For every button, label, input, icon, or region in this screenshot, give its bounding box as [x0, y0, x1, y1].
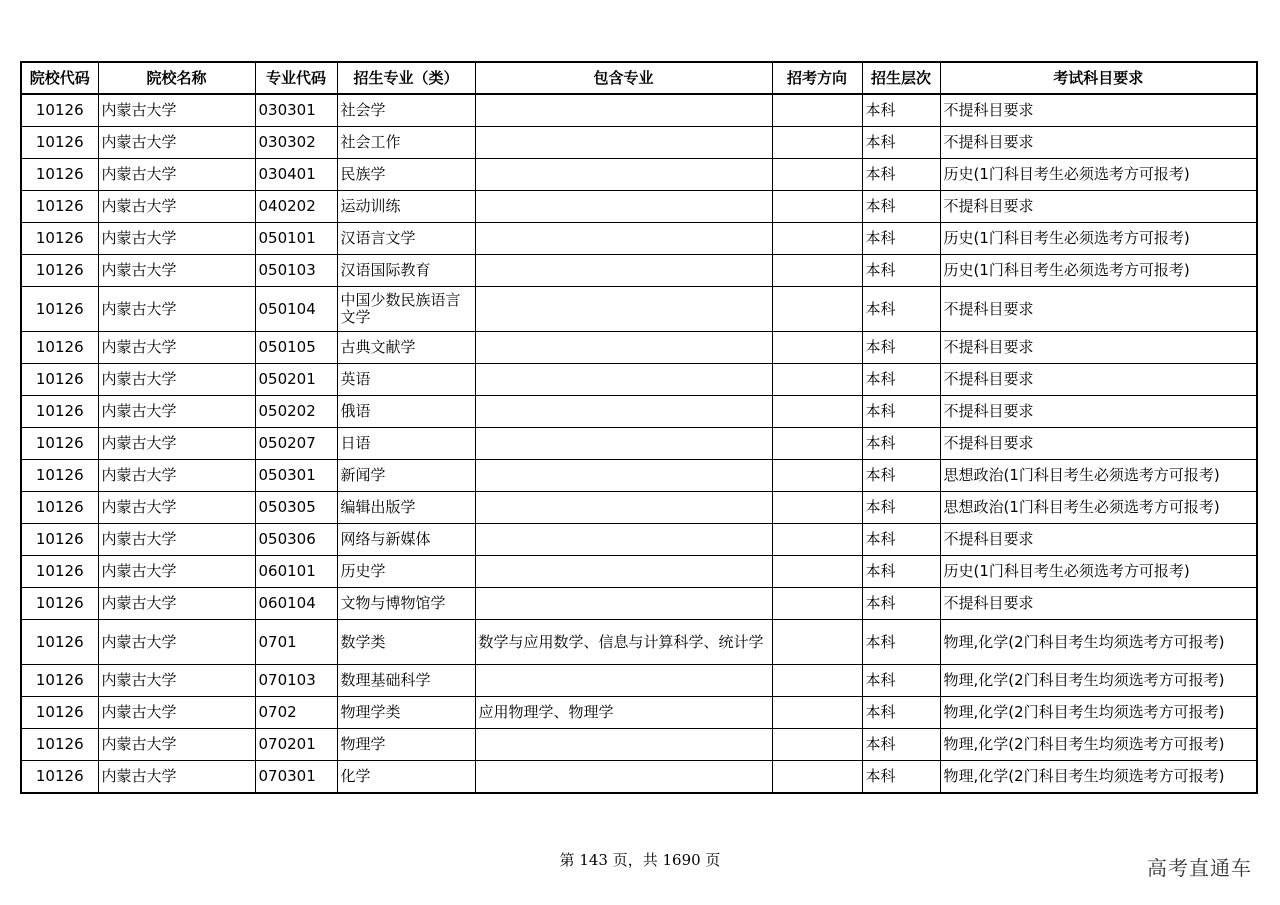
cell-major: 英语 — [337, 364, 475, 396]
cell-major: 编辑出版学 — [337, 492, 475, 524]
cell-school-name: 内蒙古大学 — [98, 492, 255, 524]
cell-major: 网络与新媒体 — [337, 524, 475, 556]
admission-table — [20, 61, 1258, 794]
cell-major-code: 070103 — [255, 665, 337, 697]
cell-level: 本科 — [862, 588, 940, 620]
cell-requirement: 物理,化学(2门科目考生均须选考方可报考) — [940, 665, 1257, 697]
header-major-code: 专业代码 — [255, 62, 337, 94]
cell-requirement: 物理,化学(2门科目考生均须选考方可报考) — [940, 697, 1257, 729]
table-row — [21, 159, 1257, 191]
table-row — [21, 287, 1257, 332]
cell-major-code: 0701 — [255, 620, 337, 665]
cell-level: 本科 — [862, 492, 940, 524]
cell-level: 本科 — [862, 697, 940, 729]
cell-direction — [772, 697, 862, 729]
cell-school-code: 10126 — [21, 665, 98, 697]
cell-level: 本科 — [862, 223, 940, 255]
cell-major: 数理基础科学 — [337, 665, 475, 697]
table-header-row — [21, 62, 1257, 94]
cell-major-code: 050101 — [255, 223, 337, 255]
cell-school-code: 10126 — [21, 588, 98, 620]
cell-school-code: 10126 — [21, 620, 98, 665]
cell-school-code: 10126 — [21, 364, 98, 396]
cell-direction — [772, 332, 862, 364]
cell-direction — [772, 665, 862, 697]
cell-level: 本科 — [862, 396, 940, 428]
cell-direction — [772, 729, 862, 761]
cell-level: 本科 — [862, 94, 940, 127]
cell-requirement: 物理,化学(2门科目考生均须选考方可报考) — [940, 761, 1257, 794]
cell-major-code: 050201 — [255, 364, 337, 396]
cell-direction — [772, 223, 862, 255]
cell-school-code: 10126 — [21, 460, 98, 492]
cell-major: 民族学 — [337, 159, 475, 191]
cell-includes: 应用物理学、物理学 — [475, 697, 772, 729]
table-row — [21, 588, 1257, 620]
cell-level: 本科 — [862, 556, 940, 588]
cell-major-code: 060104 — [255, 588, 337, 620]
cell-school-name: 内蒙古大学 — [98, 524, 255, 556]
cell-includes — [475, 665, 772, 697]
cell-major-code: 030401 — [255, 159, 337, 191]
cell-school-name: 内蒙古大学 — [98, 191, 255, 223]
cell-school-name: 内蒙古大学 — [98, 255, 255, 287]
cell-level: 本科 — [862, 332, 940, 364]
cell-school-code: 10126 — [21, 191, 98, 223]
cell-major: 社会学 — [337, 94, 475, 127]
cell-level: 本科 — [862, 761, 940, 794]
cell-school-name: 内蒙古大学 — [98, 620, 255, 665]
cell-school-name: 内蒙古大学 — [98, 428, 255, 460]
table-row — [21, 364, 1257, 396]
header-major: 招生专业（类） — [337, 62, 475, 94]
cell-school-code: 10126 — [21, 524, 98, 556]
table-row — [21, 460, 1257, 492]
cell-requirement: 物理,化学(2门科目考生均须选考方可报考) — [940, 729, 1257, 761]
cell-school-code: 10126 — [21, 729, 98, 761]
cell-direction — [772, 287, 862, 332]
table-row — [21, 665, 1257, 697]
cell-includes — [475, 332, 772, 364]
cell-major: 物理学 — [337, 729, 475, 761]
cell-major-code: 070301 — [255, 761, 337, 794]
cell-major-code: 0702 — [255, 697, 337, 729]
cell-major-code: 050306 — [255, 524, 337, 556]
cell-major: 新闻学 — [337, 460, 475, 492]
cell-direction — [772, 524, 862, 556]
cell-school-name: 内蒙古大学 — [98, 761, 255, 794]
cell-level: 本科 — [862, 364, 940, 396]
cell-includes — [475, 492, 772, 524]
cell-requirement: 不提科目要求 — [940, 332, 1257, 364]
table-row — [21, 524, 1257, 556]
cell-requirement: 不提科目要求 — [940, 127, 1257, 159]
cell-level: 本科 — [862, 159, 940, 191]
cell-requirement: 不提科目要求 — [940, 428, 1257, 460]
cell-school-name: 内蒙古大学 — [98, 556, 255, 588]
cell-direction — [772, 159, 862, 191]
cell-requirement: 历史(1门科目考生必须选考方可报考) — [940, 556, 1257, 588]
cell-direction — [772, 396, 862, 428]
table-row — [21, 332, 1257, 364]
table-row — [21, 396, 1257, 428]
cell-major-code: 070201 — [255, 729, 337, 761]
cell-school-name: 内蒙古大学 — [98, 729, 255, 761]
cell-major-code: 030302 — [255, 127, 337, 159]
cell-direction — [772, 761, 862, 794]
cell-includes: 数学与应用数学、信息与计算科学、统计学 — [475, 620, 772, 665]
cell-requirement: 思想政治(1门科目考生必须选考方可报考) — [940, 492, 1257, 524]
cell-major: 汉语言文学 — [337, 223, 475, 255]
cell-major: 中国少数民族语言文学 — [337, 287, 475, 332]
cell-level: 本科 — [862, 524, 940, 556]
cell-level: 本科 — [862, 460, 940, 492]
cell-major-code: 050301 — [255, 460, 337, 492]
cell-includes — [475, 428, 772, 460]
cell-requirement: 不提科目要求 — [940, 524, 1257, 556]
cell-major-code: 050103 — [255, 255, 337, 287]
cell-requirement: 思想政治(1门科目考生必须选考方可报考) — [940, 460, 1257, 492]
cell-level: 本科 — [862, 191, 940, 223]
cell-school-code: 10126 — [21, 492, 98, 524]
cell-direction — [772, 556, 862, 588]
cell-major-code: 050305 — [255, 492, 337, 524]
cell-direction — [772, 492, 862, 524]
cell-major: 运动训练 — [337, 191, 475, 223]
cell-requirement: 不提科目要求 — [940, 287, 1257, 332]
cell-major-code: 050207 — [255, 428, 337, 460]
cell-direction — [772, 428, 862, 460]
header-requirement: 考试科目要求 — [940, 62, 1257, 94]
cell-direction — [772, 588, 862, 620]
cell-major: 俄语 — [337, 396, 475, 428]
table-body — [21, 94, 1257, 793]
cell-major: 数学类 — [337, 620, 475, 665]
cell-direction — [772, 255, 862, 287]
cell-level: 本科 — [862, 665, 940, 697]
table-row — [21, 556, 1257, 588]
table-row — [21, 255, 1257, 287]
cell-level: 本科 — [862, 127, 940, 159]
cell-school-name: 内蒙古大学 — [98, 665, 255, 697]
cell-includes — [475, 191, 772, 223]
cell-includes — [475, 556, 772, 588]
cell-school-name: 内蒙古大学 — [98, 127, 255, 159]
cell-school-name: 内蒙古大学 — [98, 223, 255, 255]
cell-school-code: 10126 — [21, 94, 98, 127]
cell-direction — [772, 460, 862, 492]
cell-major-code: 060101 — [255, 556, 337, 588]
cell-major-code: 050105 — [255, 332, 337, 364]
cell-requirement: 不提科目要求 — [940, 396, 1257, 428]
cell-level: 本科 — [862, 729, 940, 761]
cell-includes — [475, 588, 772, 620]
cell-school-name: 内蒙古大学 — [98, 332, 255, 364]
cell-school-name: 内蒙古大学 — [98, 396, 255, 428]
table-row — [21, 729, 1257, 761]
cell-major: 化学 — [337, 761, 475, 794]
cell-level: 本科 — [862, 287, 940, 332]
table-row — [21, 492, 1257, 524]
cell-direction — [772, 94, 862, 127]
cell-school-code: 10126 — [21, 428, 98, 460]
cell-includes — [475, 364, 772, 396]
cell-includes — [475, 761, 772, 794]
cell-major: 古典文献学 — [337, 332, 475, 364]
cell-requirement: 历史(1门科目考生必须选考方可报考) — [940, 223, 1257, 255]
cell-requirement: 不提科目要求 — [940, 191, 1257, 223]
cell-major: 汉语国际教育 — [337, 255, 475, 287]
cell-major-code: 050202 — [255, 396, 337, 428]
cell-major: 历史学 — [337, 556, 475, 588]
cell-requirement: 历史(1门科目考生必须选考方可报考) — [940, 159, 1257, 191]
cell-school-name: 内蒙古大学 — [98, 287, 255, 332]
table-row — [21, 127, 1257, 159]
cell-school-code: 10126 — [21, 396, 98, 428]
cell-level: 本科 — [862, 620, 940, 665]
cell-school-code: 10126 — [21, 697, 98, 729]
cell-includes — [475, 287, 772, 332]
cell-school-name: 内蒙古大学 — [98, 460, 255, 492]
cell-includes — [475, 127, 772, 159]
table-row — [21, 620, 1257, 665]
page-footer: 第 143 页，共 1690 页 — [559, 851, 721, 869]
header-school-name: 院校名称 — [98, 62, 255, 94]
cell-direction — [772, 191, 862, 223]
header-level: 招生层次 — [862, 62, 940, 94]
cell-school-code: 10126 — [21, 223, 98, 255]
cell-major: 物理学类 — [337, 697, 475, 729]
cell-school-code: 10126 — [21, 127, 98, 159]
cell-requirement: 不提科目要求 — [940, 588, 1257, 620]
watermark-text: 高考直通车 — [1147, 856, 1252, 880]
cell-includes — [475, 255, 772, 287]
header-includes: 包含专业 — [475, 62, 772, 94]
cell-level: 本科 — [862, 255, 940, 287]
cell-level: 本科 — [862, 428, 940, 460]
cell-school-name: 内蒙古大学 — [98, 94, 255, 127]
cell-major-code: 050104 — [255, 287, 337, 332]
cell-requirement: 不提科目要求 — [940, 364, 1257, 396]
cell-includes — [475, 460, 772, 492]
cell-school-name: 内蒙古大学 — [98, 588, 255, 620]
cell-school-name: 内蒙古大学 — [98, 697, 255, 729]
table-row — [21, 697, 1257, 729]
cell-requirement: 物理,化学(2门科目考生均须选考方可报考) — [940, 620, 1257, 665]
cell-school-name: 内蒙古大学 — [98, 364, 255, 396]
table-row — [21, 428, 1257, 460]
cell-includes — [475, 159, 772, 191]
cell-includes — [475, 524, 772, 556]
table-row — [21, 223, 1257, 255]
cell-school-code: 10126 — [21, 556, 98, 588]
cell-school-code: 10126 — [21, 332, 98, 364]
table-row — [21, 94, 1257, 127]
table-row — [21, 761, 1257, 794]
cell-school-code: 10126 — [21, 287, 98, 332]
cell-school-code: 10126 — [21, 255, 98, 287]
header-school-code: 院校代码 — [21, 62, 98, 94]
cell-includes — [475, 223, 772, 255]
table-row — [21, 191, 1257, 223]
cell-includes — [475, 396, 772, 428]
cell-school-code: 10126 — [21, 159, 98, 191]
header-direction: 招考方向 — [772, 62, 862, 94]
cell-major: 日语 — [337, 428, 475, 460]
cell-major-code: 030301 — [255, 94, 337, 127]
cell-requirement: 历史(1门科目考生必须选考方可报考) — [940, 255, 1257, 287]
cell-school-code: 10126 — [21, 761, 98, 794]
cell-major: 文物与博物馆学 — [337, 588, 475, 620]
cell-includes — [475, 729, 772, 761]
cell-major-code: 040202 — [255, 191, 337, 223]
cell-major: 社会工作 — [337, 127, 475, 159]
cell-includes — [475, 94, 772, 127]
cell-direction — [772, 127, 862, 159]
cell-requirement: 不提科目要求 — [940, 94, 1257, 127]
cell-direction — [772, 364, 862, 396]
cell-school-name: 内蒙古大学 — [98, 159, 255, 191]
cell-direction — [772, 620, 862, 665]
